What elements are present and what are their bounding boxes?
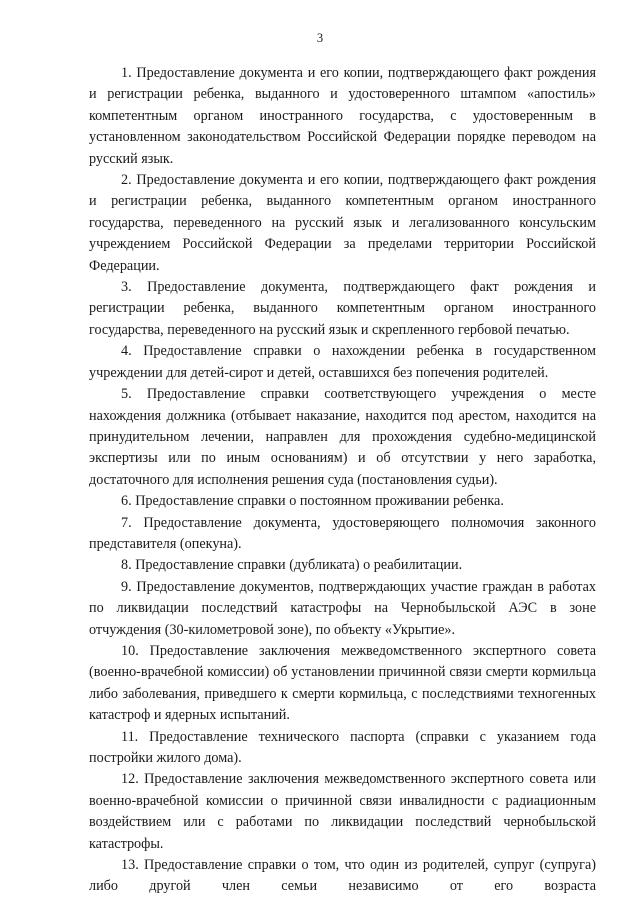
paragraph-7: 7. Предоставление документа, удостоверяющего полномочия законного представителя (опекуна). [89, 514, 596, 552]
document-body [89, 63, 596, 898]
paragraph-5: 5. Предоставление справки соответствующего учреждения о месте нахождения должника (отбывает наказание, находится под арестом, находится на принудительном лечении, направлен для прохождения судебно-медицинской экспертизы или по иным основаниям) и об отсутствии у него заработка, достаточного для исполнения решения суда (постановления судьи). [89, 386, 596, 488]
paragraph-13: 13. Предоставление справки о том, что один из родителей, супруг (супруга) либо другой член семьи независимо от его возраста [89, 857, 596, 895]
paragraph-2: 2. Предоставление документа и его копии, подтверждающего факт рождения и регистрации ребенка, выданного компетентным органом иностранного государства, переведенного на русский язык и легализованного консульским учреждением Российской Федерации за пределами территории Российской Федерации. [89, 172, 596, 274]
paragraph-12: 12. Предоставление заключения межведомственного экспертного совета или военно-врачебной комиссии о причинной связи инвалидности с радиационным воздействием или с работами по ликвидации последствий чернобыльской катастрофы. [89, 771, 596, 852]
paragraph-10: 10. Предоставление заключения межведомственного экспертного совета (военно-врачебной комиссии) об установлении причинной связи смерти кормильца либо заболевания, приведшего к смерти кормильца, с последствиями техногенных катастроф и ядерных испытаний. [89, 642, 596, 724]
paragraph-1: 1. Предоставление документа и его копии, подтверждающего факт рождения и регистрации ребенка, выданного и удостоверенного штампом «апостиль» компетентным органом иностранного государства, с удостоверенным в установленном законодательством Российской Федерации порядке переводом на русский язык. [89, 65, 596, 167]
page-number: 3 [316, 31, 324, 45]
paragraph-11: 11. Предоставление технического паспорта (справки с указанием года постройки жилого дома). [89, 728, 596, 766]
paragraph-9: 9. Предоставление документов, подтверждающих участие граждан в работах по ликвидации последствий катастрофы на Чернобыльской АЭС в зоне отчуждения (30-километровой зоне), по объекту «Укрытие». [89, 578, 596, 638]
paragraph-8: 8. Предоставление справки (дубликата) о реабилитации. [121, 557, 463, 574]
paragraph-4: 4. Предоставление справки о нахождении ребенка в государственном учреждении для детей-сирот и детей, оставшихся без попечения родителей. [89, 343, 596, 381]
paragraph-6: 6. Предоставление справки о постоянном проживании ребенка. [121, 493, 504, 510]
paragraph-3: 3. Предоставление документа, подтверждающего факт рождения и регистрации ребенка, выданного компетентным органом иностранного государства, переведенного на русский язык и скрепленного гербовой печатью. [89, 279, 596, 338]
